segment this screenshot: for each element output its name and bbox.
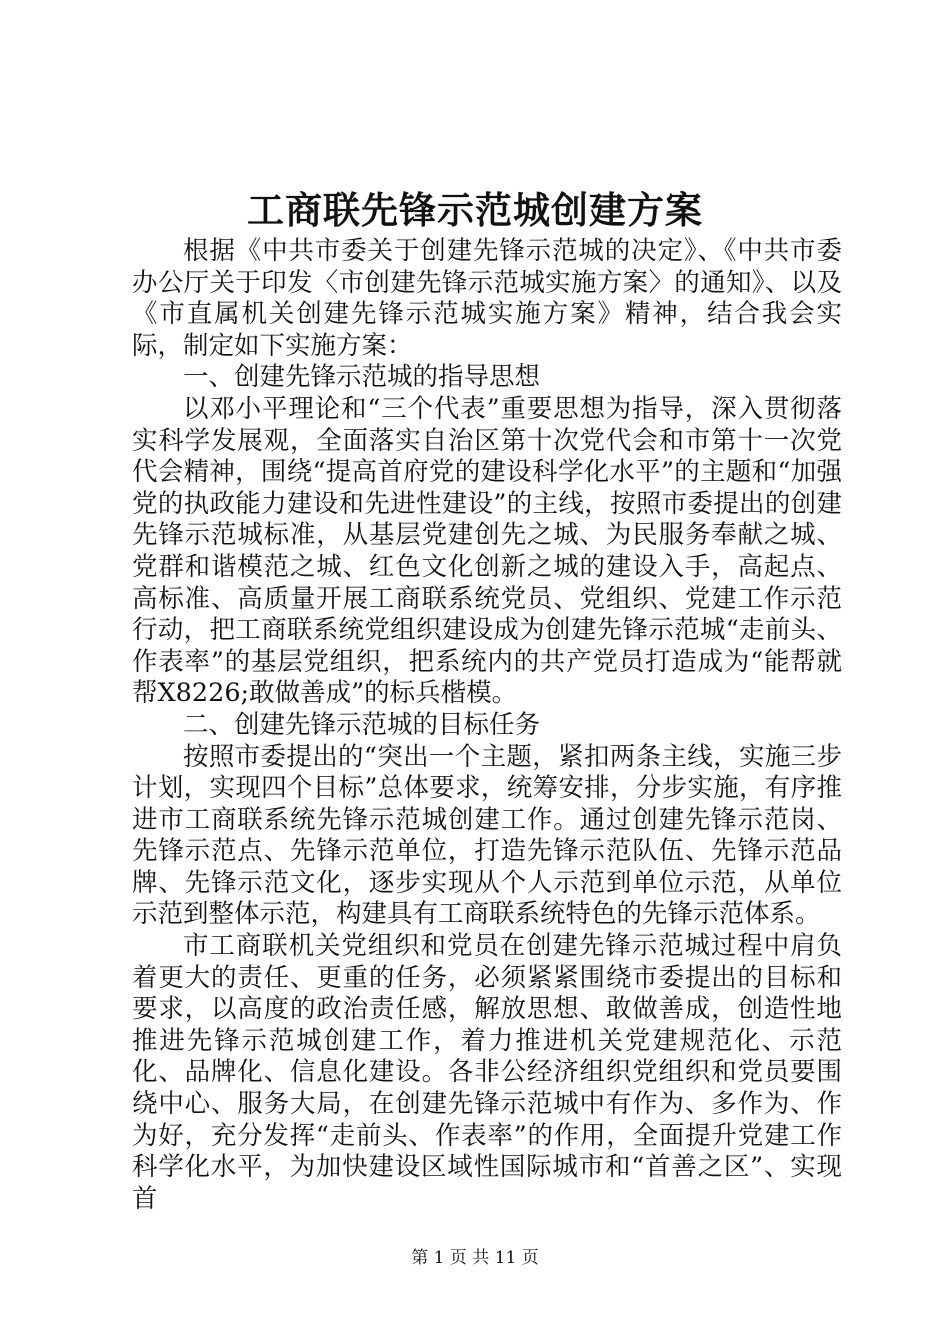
document-body [132, 236, 842, 1215]
paragraph-responsibility: 市工商联机关党组织和党员在创建先锋示范城过程中肩负着更大的责任、更重的任务，必须紧紧围绕市委提出的目标和要求，以高度的政治责任感，解放思想、敢做善成，创造性地推进先锋示范城创建工作，着力推进机关党建规范化、示范化、品牌化、信息化建设。各非公经济组织党组织和党员要围绕中心、服务大局，在创建先锋示范城中有作为、多作为、作为好，充分发挥“走前头、作表率”的作用，全面提升党建工作科学化水平，为加快建设区域性国际城市和“首善之区”、实现首 [132, 931, 842, 1214]
page-number-footer: 第 1 页 共 11 页 [411, 1248, 539, 1268]
document-title: 工商联先锋示范城创建方案 [247, 188, 703, 232]
paragraph-goals: 按照市委提出的“突出一个主题，紧扣两条主线，实施三步计划，实现四个目标”总体要求，统筹安排，分步实施，有序推进市工商联系统先锋示范城创建工作。通过创建先锋示范岗、先锋示范点、先锋示范单位，打造先锋示范队伍、先锋示范品牌、先锋示范文化，逐步实现从个人示范到单位示范，从单位示范到整体示范，构建具有工商联系统特色的先锋示范体系。 [132, 741, 842, 930]
paragraph-intro: 根据《中共市委关于创建先锋示范城的决定》、《中共市委办公厅关于印发〈市创建先锋示范城实施方案〉的通知》、以及《市直属机关创建先锋示范城实施方案》精神，结合我会实际，制定如下实施方案： [132, 236, 842, 361]
section-heading-1: 一、创建先锋示范城的指导思想 [183, 362, 541, 393]
section-heading-2: 二、创建先锋示范城的目标任务 [183, 709, 541, 740]
paragraph-guiding-thought: 以邓小平理论和“三个代表”重要思想为指导，深入贯彻落实科学发展观，全面落实自治区第十次党代会和市第十一次党代会精神，围绕“提高首府党的建设科学化水平”的主题和“加强党的执政能力建设和先进性建设”的主线，按照市委提出的创建先锋示范城标准，从基层党建创先之城、为民服务奉献之城、党群和谐模范之城、红色文化创新之城的建设入手，高起点、高标准、高质量开展工商联系统党员、党组织、党建工作示范行动，把工商联系统党组织建设成为创建先锋示范城“走前头、作表率”的基层党组织，把系统内的共产党员打造成为“能帮就帮X8226;敢做善成”的标兵楷模。 [132, 393, 842, 709]
